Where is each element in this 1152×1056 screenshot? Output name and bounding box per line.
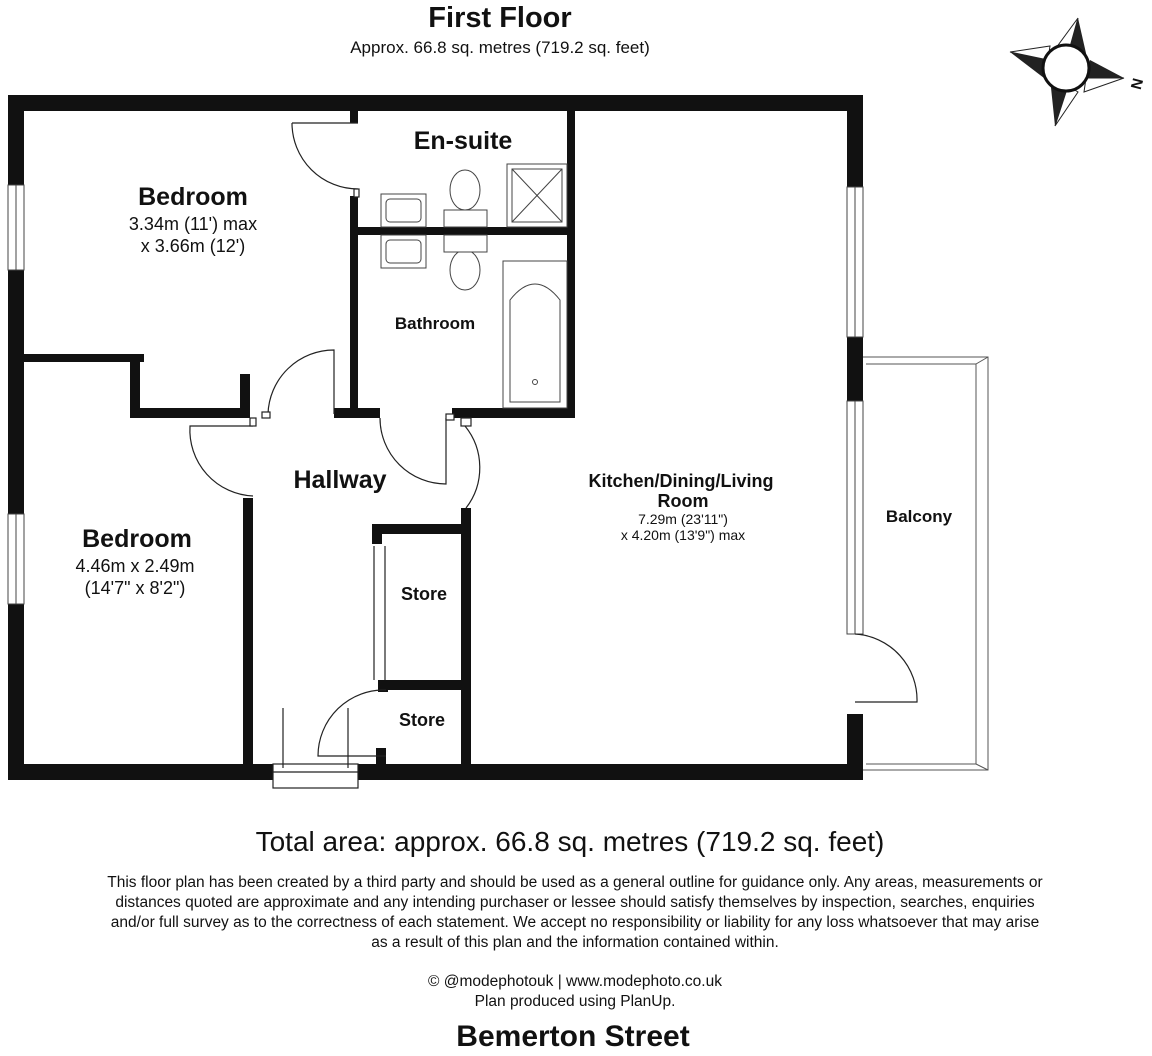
bathroom-toilet-icon [450, 250, 480, 290]
compass-label: N [1127, 76, 1148, 92]
fixtures [381, 164, 567, 408]
bedroom2-dim2: (14'7" x 8'2") [84, 578, 186, 598]
total-area: Total area: approx. 66.8 sq. metres (719.2 sq. feet) [255, 826, 885, 857]
kitchen-name-line2: Room [657, 491, 709, 511]
kitchen-dim1: 7.29m (23'11") [638, 511, 728, 527]
floor-title: First Floor [428, 2, 572, 34]
ensuite-name: En-suite [413, 127, 513, 155]
store2-name: Store [398, 710, 446, 730]
credit [0, 972, 1150, 1012]
credit-line-2: Plan produced using PlanUp. [474, 993, 676, 1010]
bedroom1-dim2: x 3.66m (12') [140, 236, 246, 256]
bathroom-name: Bathroom [394, 314, 476, 333]
disclaimer: This floor plan has been created by a third party and should be used as a general outline for guidance only. Any areas, measurements or distances quoted are approximate and any intending purchaser or lessee should satisfy themselves by inspection, searches, enquiries and/or full survey as to the correctness of each statement. We accept no responsibility or liability for any loss whatsoever that may arise as a result of this plan and the information contained within. [107, 874, 1043, 951]
address: Bemerton Street [456, 1020, 690, 1053]
ensuite-toilet-icon [450, 170, 480, 210]
balcony-outline [862, 357, 988, 770]
bedroom1-dim1: 3.34m (11') max [128, 214, 258, 234]
compass-icon [1010, 18, 1124, 126]
hallway-name: Hallway [293, 466, 387, 494]
store1-name: Store [400, 584, 448, 604]
balcony-name: Balcony [885, 507, 953, 526]
bedroom1-name: Bedroom [138, 183, 248, 211]
kitchen-dim2: x 4.20m (13'9") max [620, 527, 746, 543]
bedroom2-name: Bedroom [82, 525, 192, 553]
bedroom2-dim1: 4.46m x 2.49m [75, 556, 195, 576]
credit-line-1: © @modephotouk | www.modephoto.co.uk [428, 973, 722, 990]
floor-area: Approx. 66.8 sq. metres (719.2 sq. feet) [350, 38, 650, 57]
interior-walls [24, 111, 575, 768]
kitchen-name-line1: Kitchen/Dining/Living [588, 471, 774, 491]
exterior-walls [8, 95, 863, 780]
